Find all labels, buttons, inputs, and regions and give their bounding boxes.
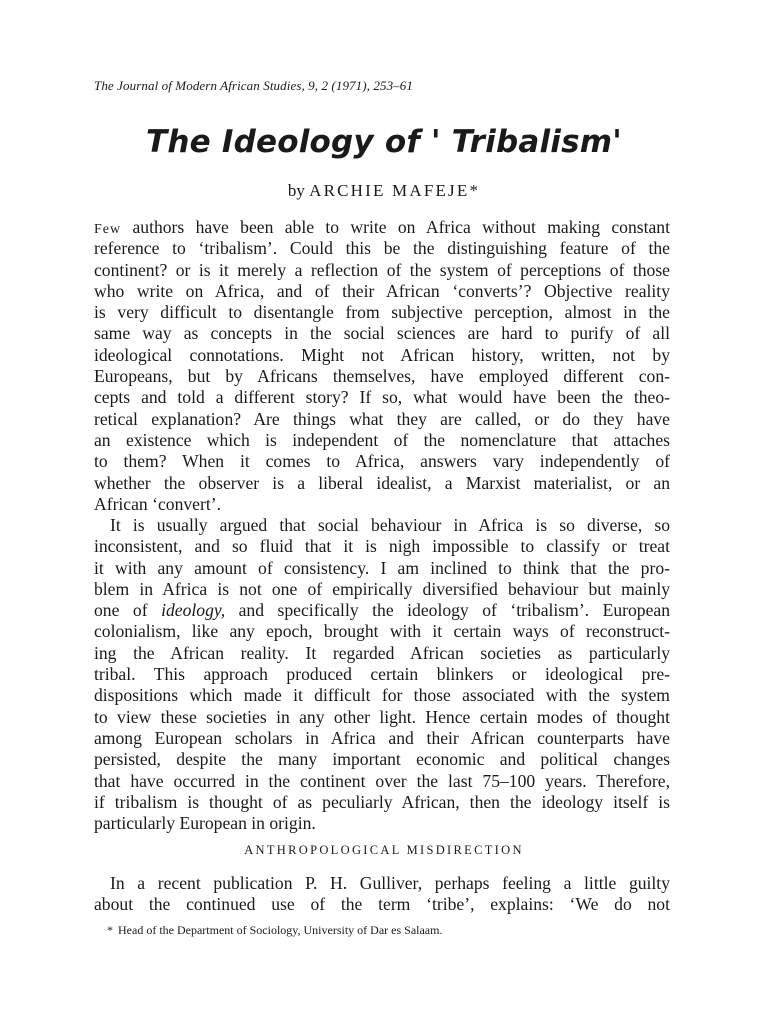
paragraph-line: tribal. This approach produced certain blinkers or ideological pre- bbox=[94, 664, 670, 685]
paragraph-line: continent? or is it merely a reflection of the system of perceptions of those bbox=[94, 259, 670, 280]
byline-prefix: by bbox=[287, 181, 305, 200]
paragraph-line: is very difficult to disentangle from subjective perception, almost in the bbox=[94, 302, 670, 323]
paragraph-line: It is usually argued that social behaviour in Africa is so diverse, so bbox=[110, 515, 670, 535]
paragraph-line: it with any amount of consistency. I am inclined to think that the pro- bbox=[94, 557, 670, 578]
paragraph-line: blem in Africa is not one of empirically diversified behaviour but mainly bbox=[94, 578, 670, 599]
paragraph-line: that have occurred in the continent over the last 75–100 years. Therefore, bbox=[94, 770, 670, 791]
paragraph-line: ideological connotations. Might not African history, written, not by bbox=[94, 344, 670, 365]
journal-citation: The Journal of Modern African Studies, 9, 2 (1971), 253–61 bbox=[94, 78, 413, 93]
section-heading: ANTHROPOLOGICAL MISDIRECTION bbox=[244, 843, 524, 857]
paragraph-line: In a recent publication P. H. Gulliver, perhaps feeling a little guilty bbox=[110, 873, 670, 893]
paragraph-line: if tribalism is thought of as peculiarly African, then the ideology itself is bbox=[94, 791, 670, 812]
paragraph-line: to view these societies in any other light. Hence certain modes of thought bbox=[94, 706, 670, 727]
paragraph-line: ing the African reality. It regarded African societies as particularly bbox=[94, 642, 670, 663]
paragraph-argument bbox=[94, 515, 670, 834]
paragraph-line: to them? When it comes to Africa, answers vary independently of bbox=[94, 451, 670, 472]
lead-small-caps: Few bbox=[94, 222, 122, 237]
paragraph-line-text: one of bbox=[94, 600, 162, 621]
paragraph-line: inconsistent, and so fluid that it is nigh impossible to classify or treat bbox=[94, 536, 670, 557]
paragraph-line-text: and specifically the ideology of ‘tribalism’. European bbox=[225, 600, 670, 621]
footnote-text: Head of the Department of Sociology, University of Dar es Salaam. bbox=[118, 923, 443, 937]
paragraph-line: cepts and told a different story? If so, what would have been the theo- bbox=[94, 387, 670, 408]
paragraph-line: Europeans, but by Africans themselves, have employed different con- bbox=[94, 366, 670, 387]
author-name: ARCHIE MAFEJE* bbox=[309, 181, 481, 200]
paragraph-line: same way as concepts in the social sciences are hard to purify of all bbox=[94, 323, 670, 344]
paragraph-line-text: authors have been able to write on Africa without making constant bbox=[121, 217, 670, 237]
paragraph-line: dispositions which made it difficult for those associated with the system bbox=[94, 685, 670, 706]
paragraph-line bbox=[94, 217, 670, 238]
footnote-mark: * bbox=[107, 923, 113, 937]
paragraph-line: among European scholars in Africa and their African counterparts have bbox=[94, 727, 670, 748]
paragraph-line: retical explanation? Are things what they are called, or do they have bbox=[94, 408, 670, 429]
paragraph-line: whether the observer is a liberal idealist, a Marxist materialist, or an bbox=[94, 472, 670, 493]
paragraph-line: an existence which is independent of the nomenclature that attaches bbox=[94, 429, 670, 450]
paragraph-line: particularly European in origin. bbox=[94, 813, 316, 834]
paragraph-gulliver bbox=[94, 873, 670, 916]
paragraph-line: colonialism, like any epoch, brought with it certain ways of reconstruct- bbox=[94, 621, 670, 642]
paragraph-line: reference to ‘tribalism’. Could this be the distinguishing feature of the bbox=[94, 238, 670, 259]
paragraph-intro bbox=[94, 217, 670, 515]
article-byline bbox=[0, 181, 768, 201]
paragraph-line: who write on Africa, and of their African ‘converts’? Objective reality bbox=[94, 280, 670, 301]
emphasis-ideology: ideology, bbox=[161, 600, 226, 621]
paragraph-line bbox=[94, 600, 670, 621]
paragraph-line: about the continued use of the term ‘tribe’, explains: ‘We do not bbox=[94, 894, 670, 915]
paragraph-line: African ‘convert’. bbox=[94, 493, 221, 514]
author-footnote bbox=[107, 923, 442, 938]
paragraph-line: persisted, despite the many important economic and political changes bbox=[94, 749, 670, 770]
article-title: The Ideology of ' Tribalism' bbox=[146, 124, 622, 160]
